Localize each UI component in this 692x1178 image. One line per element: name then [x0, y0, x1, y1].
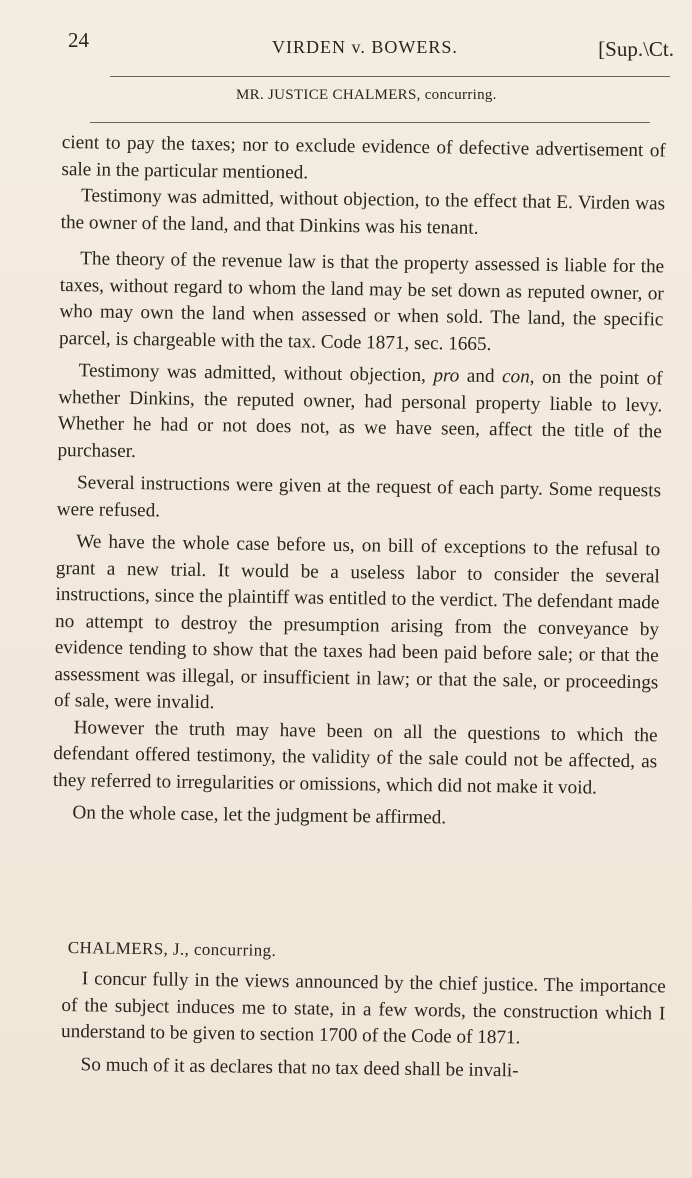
concurrence-heading: CHALMERS, J., concurring.: [67, 938, 277, 960]
paragraph: However the truth may have been on all the questions to which the defendant offered testimony, the validity of the sale could not be affected, as they referred to irregularities or omissions, which did not make it void.: [52, 716, 658, 799]
paragraph: Several instructions were given at the request of each party. Some requests were refused.: [56, 472, 662, 521]
running-head: [60, 28, 678, 62]
paragraph: On the whole case, let the judgment be affirmed.: [72, 802, 447, 829]
latin-term: pro: [433, 365, 460, 387]
court-abbreviation: [Sup.\Ct.: [598, 37, 674, 61]
case-title: VIRDEN v. BOWERS.: [272, 37, 458, 57]
paragraph: Testimony was admitted, without objection, to the effect that E. Virden was the owner of the land, and that Dinkins was his tenant.: [60, 185, 666, 239]
header-rule-bottom: [90, 122, 650, 123]
section-subheader: MR. JUSTICE CHALMERS, concurring.: [236, 87, 497, 103]
paragraph: cient to pay the taxes; nor to exclude evidence of defective advertisement of sale in the particular mentioned.: [61, 131, 666, 183]
paragraph: I concur fully in the views announced by the chief justice. The importance of the subject induces me to state, in a few words, the construction which I understand to be given to section 1700 of the Code of 1871.: [60, 968, 666, 1049]
opinion-text: [52, 130, 666, 835]
header-rule-top: [110, 76, 670, 77]
latin-term: con: [501, 366, 530, 388]
paragraph: The theory of the revenue law is that the property assessed is liable for the taxes, without regard to whom the land may be set down as reputed owner, or who may own the land when assessed or when sold. The land, the specific parcel, is chargeable with the tax. Code 1871, sec. 1665.: [58, 248, 665, 355]
paragraph-with-latin: Testimony was admitted, without objection, pro and con, on the point of whether Dinkins, the reputed owner, had personal property liable to levy. Whether he had or not does not, as we have seen, affect the title of the purchaser.: [57, 360, 663, 462]
paragraph: We have the whole case before us, on bill of exceptions to the refusal to grant a new trial. It would be a useless labor to consider the several instructions, since the plaintiff was entitled to the verdict. The defendant made no attempt to destroy the presumption arising from the conveyance by evidence tending to show that the taxes had been paid before sale; or that the assessment was illegal, or insufficient in law; or that the sale, or proceedings of sale, were invalid.: [53, 531, 661, 714]
concurrence-text: [60, 966, 666, 1086]
page-number: 24: [68, 28, 89, 52]
paragraph: So much of it as declares that no tax deed shall be invali-: [80, 1053, 519, 1081]
